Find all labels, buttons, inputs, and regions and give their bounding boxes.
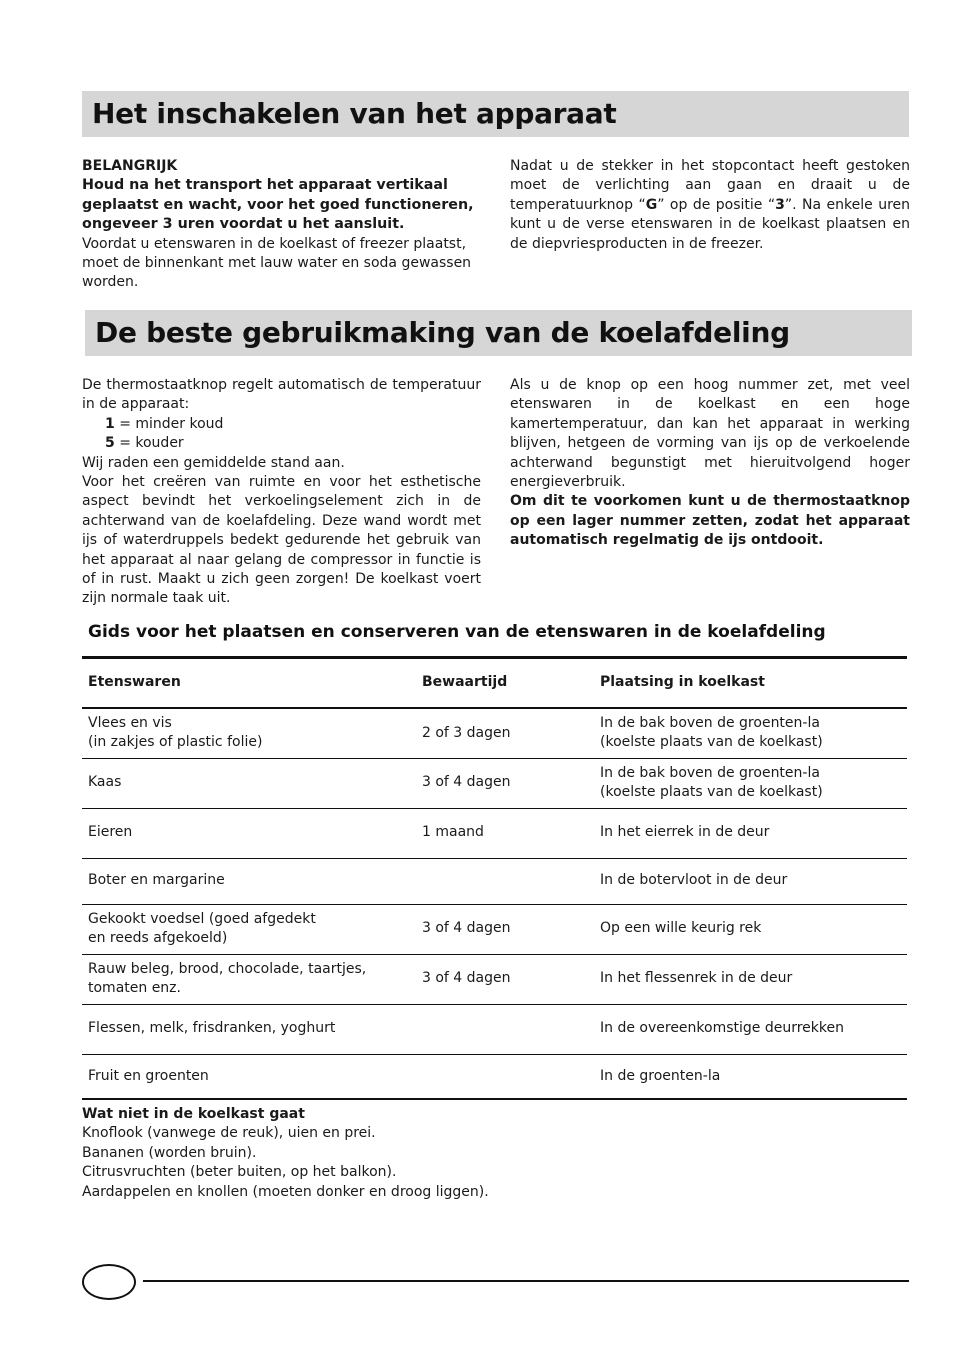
setting-label: = minder koud [114, 415, 224, 432]
cell-storage-time [416, 708, 594, 758]
page-number-oval [82, 1264, 136, 1300]
section1-right-column [510, 157, 910, 254]
section-title-fridge-usage: De beste gebruikmaking van de koelafdeling [95, 316, 790, 349]
startup-text-part: ”. Na enkele uren kunt u de verse etenswaren in de koelkast plaatsen en de diepvriesproducten in de freezer. [510, 196, 911, 252]
cell-placement [594, 708, 907, 758]
table-row [82, 808, 907, 858]
not-in-fridge-item: Bananen (worden bruin). [82, 1144, 257, 1161]
position-3: 3 [775, 196, 785, 213]
cell-food [82, 954, 416, 1004]
table-row [82, 1004, 907, 1054]
food-storage-table [82, 656, 907, 1100]
column-header-food: Etenswaren [82, 658, 416, 709]
cell-food-line: Boter en margarine [88, 872, 225, 889]
cell-placement-line: In de bak boven de groenten-la [600, 714, 820, 731]
section-title-switching-on: Het inschakelen van het apparaat [92, 97, 617, 130]
table-row [82, 708, 907, 758]
cell-food [82, 1054, 416, 1099]
cell-placement [594, 954, 907, 1004]
cell-placement-line: In het eierrek in de deur [600, 824, 770, 841]
cell-placement-line: Op een wille keurig rek [600, 920, 762, 937]
table-row [82, 758, 907, 808]
cell-storage-time [416, 904, 594, 954]
cell-food [82, 808, 416, 858]
cell-storage-time-line: 3 of 4 dagen [422, 920, 511, 937]
cell-storage-time-line: 3 of 4 dagen [422, 774, 511, 791]
cell-food-line: Rauw beleg, brood, chocolade, taartjes, [88, 960, 367, 977]
setting-advice: Wij raden een gemiddelde stand aan. [82, 454, 345, 471]
cell-storage-time [416, 858, 594, 904]
setting-number: 5 [105, 435, 115, 452]
setting-number: 1 [105, 415, 115, 432]
cell-food-line: tomaten enz. [88, 980, 181, 996]
table-body [82, 708, 907, 1099]
cell-storage-time [416, 954, 594, 1004]
cell-placement-line: (koelste plaats van de koelkast) [600, 784, 823, 800]
cell-placement [594, 758, 907, 808]
table-row [82, 1054, 907, 1099]
not-in-fridge-section [82, 1105, 489, 1202]
cell-food [82, 708, 416, 758]
section2-left-column [82, 376, 481, 609]
cell-placement [594, 1054, 907, 1099]
cell-food-line: Gekookt voedsel (goed afgedekt [88, 910, 316, 927]
table-header-row [82, 658, 907, 709]
section-header-bar [85, 310, 912, 356]
column-header-storage-time: Bewaartijd [416, 658, 594, 709]
cell-storage-time-line: 3 of 4 dagen [422, 970, 511, 987]
cell-food [82, 858, 416, 904]
not-in-fridge-title: Wat niet in de koelkast gaat [82, 1106, 305, 1122]
cell-food-line: (in zakjes of plastic folie) [88, 734, 263, 751]
startup-text-part: Nadat u de stekker in het stopcontact heeft gestoken moet de verlichting aan gaan en draait u de temperatuurknop “ [510, 158, 910, 213]
startup-text-part: ” op de positie “ [657, 196, 776, 213]
cell-placement [594, 858, 907, 904]
cell-placement-line: In het flessenrek in de deur [600, 970, 793, 987]
cell-food [82, 758, 416, 808]
cell-food-line: Eieren [88, 824, 133, 841]
section1-left-column [82, 157, 484, 293]
not-in-fridge-item: Knoflook (vanwege de reuk), uien en prei. [82, 1125, 376, 1142]
table-row [82, 954, 907, 1004]
cell-placement-line: In de botervloot in de deur [600, 872, 788, 889]
section-header-bar [82, 91, 909, 137]
cell-placement-line: In de bak boven de groenten-la [600, 764, 820, 781]
high-setting-warning: Als u de knop op een hoog nummer zet, met veel etenswaren in de koelkast en een hoge kamertemperatuur, dan kan het apparaat in werking blijven, hetgeen de vorming van ijs op de verkoelende achterwand begunstigt met hieruitvolgend hoger energieverbruik. [510, 377, 910, 491]
setting-5 [82, 434, 481, 453]
footer-rule [143, 1280, 909, 1282]
startup-instruction [510, 157, 910, 254]
cooling-element-text: Voor het creëren van ruimte en voor het esthetische aspect bevindt het verkoelingselement zich in de achterwand van de koelafdeling. Deze wand wordt met ijs of waterdruppels bedekt gedurende het gebruik van het apparaat al naar gelang de compressor in functie is of in rust. Maakt u zich geen zorgen! De koelkast voert zijn normale taak uit. [82, 474, 481, 607]
cell-food-line: Kaas [88, 774, 122, 791]
cell-food-line: Vlees en vis [88, 714, 172, 731]
not-in-fridge-item: Citrusvruchten (beter buiten, op het balkon). [82, 1164, 397, 1181]
cell-storage-time [416, 1004, 594, 1054]
section2-right-column [510, 376, 910, 551]
setting-label: = kouder [114, 435, 184, 452]
defrost-advice: Om dit te voorkomen kunt u de thermostaatknop op een lager nummer zetten, zodat het apparaat automatisch regelmatig de ijs ontdooit. [510, 493, 910, 549]
cleaning-instruction: Voordat u etenswaren in de koelkast of freezer plaatst, moet de binnenkant met lauw water en soda gewassen worden. [82, 235, 472, 291]
cell-food-line: Flessen, melk, frisdranken, yoghurt [88, 1020, 336, 1037]
cell-placement [594, 904, 907, 954]
position-g: G [645, 196, 658, 213]
setting-1 [82, 415, 481, 434]
important-note: Houd na het transport het apparaat vertikaal geplaatst en wacht, voor het goed functioneren, ongeveer 3 uren voordat u het aansluit. [82, 177, 474, 233]
cell-placement [594, 808, 907, 858]
table-row [82, 904, 907, 954]
cell-placement-line: (koelste plaats van de koelkast) [600, 734, 823, 751]
cell-placement-line: In de groenten-la [600, 1067, 721, 1084]
cell-food [82, 904, 416, 954]
cell-placement [594, 1004, 907, 1054]
cell-storage-time-line: 1 maand [422, 824, 484, 841]
column-header-placement: Plaatsing in koelkast [594, 658, 907, 709]
important-heading: BELANGRIJK [82, 158, 178, 174]
table-row [82, 858, 907, 904]
thermostat-intro: De thermostaatknop regelt automatisch de temperatuur in de apparaat: [82, 377, 481, 413]
guide-title: Gids voor het plaatsen en conserveren van de etenswaren in de koelafdeling [88, 622, 826, 642]
cell-food-line: en reeds afgekoeld) [88, 930, 228, 946]
cell-food [82, 1004, 416, 1054]
not-in-fridge-item: Aardappelen en knollen (moeten donker en droog liggen). [82, 1183, 489, 1200]
cell-food-line: Fruit en groenten [88, 1067, 209, 1084]
cell-storage-time [416, 1054, 594, 1099]
cell-storage-time [416, 758, 594, 808]
cell-storage-time-line: 2 of 3 dagen [422, 724, 511, 741]
cell-placement-line: In de overeenkomstige deurrekken [600, 1020, 844, 1037]
cell-storage-time [416, 808, 594, 858]
